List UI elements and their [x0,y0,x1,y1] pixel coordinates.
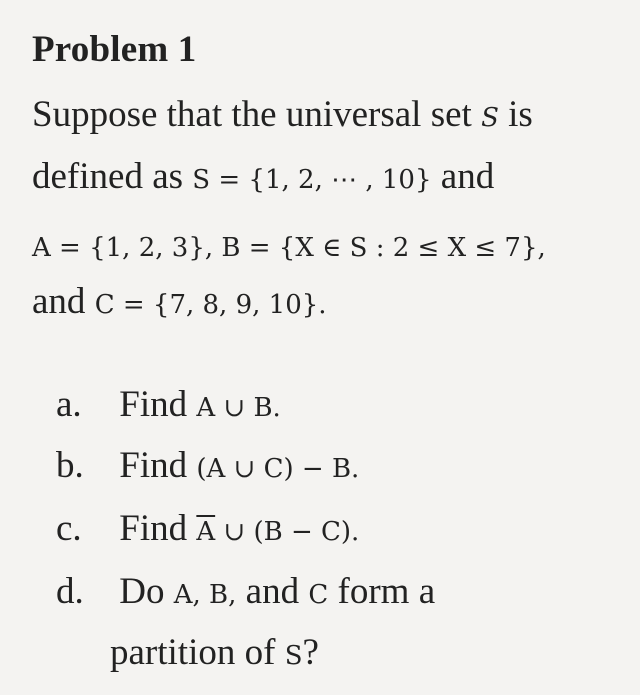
list-item-d-continuation [110,634,319,671]
intro-line-4-text: and [32,281,86,322]
intro-line-2 [32,158,494,195]
sets-a-b: A, B, [173,580,237,610]
intro-line-1-text: Suppose that the universal set [32,94,472,135]
list-item-text: Find [119,445,188,486]
sets-a-b-definition: A = {1, 2, 3}, B = {X ∈ S : 2 ≤ X ≤ 7}, [32,233,546,263]
problem-title: Problem 1 [32,29,197,70]
list-item-text: Find [119,384,188,425]
list-item-b [56,447,359,484]
list-item-tail: form a [337,571,436,612]
list-item-and: and [245,571,300,612]
intro-line-4 [32,283,327,320]
list-item-math: A ∪ B. [196,393,281,423]
list-item-d [56,573,435,610]
set-c: C [308,580,329,610]
list-marker: c. [56,508,82,549]
complement-a: $\overline{A}$ [196,517,216,547]
list-item-math: $\overline{A}$ ∪ (B − C). [196,517,360,547]
list-item-text: Do [119,571,165,612]
intro-line-1 [32,96,533,133]
intro-line-3 [32,226,546,263]
list-marker: b. [56,445,84,486]
list-item-math: (A ∪ C) − B. [196,454,360,484]
list-marker: a. [56,384,82,425]
set-s-definition: S = {1, 2, ⋯ , 10} [192,165,432,195]
universal-set-symbol: S [481,103,499,133]
list-item-c [56,510,359,547]
intro-line-1-tail: is [508,94,533,135]
set-s: S [284,641,303,671]
list-item-text: Find [119,508,188,549]
list-item-a [56,386,281,423]
intro-line-2-text: defined as [32,156,184,197]
continuation-text: partition of [110,632,276,673]
list-marker: d. [56,571,84,612]
intro-line-2-tail: and [440,156,495,197]
set-c-definition: C = {7, 8, 9, 10}. [94,290,327,320]
question-mark: ? [302,632,319,673]
